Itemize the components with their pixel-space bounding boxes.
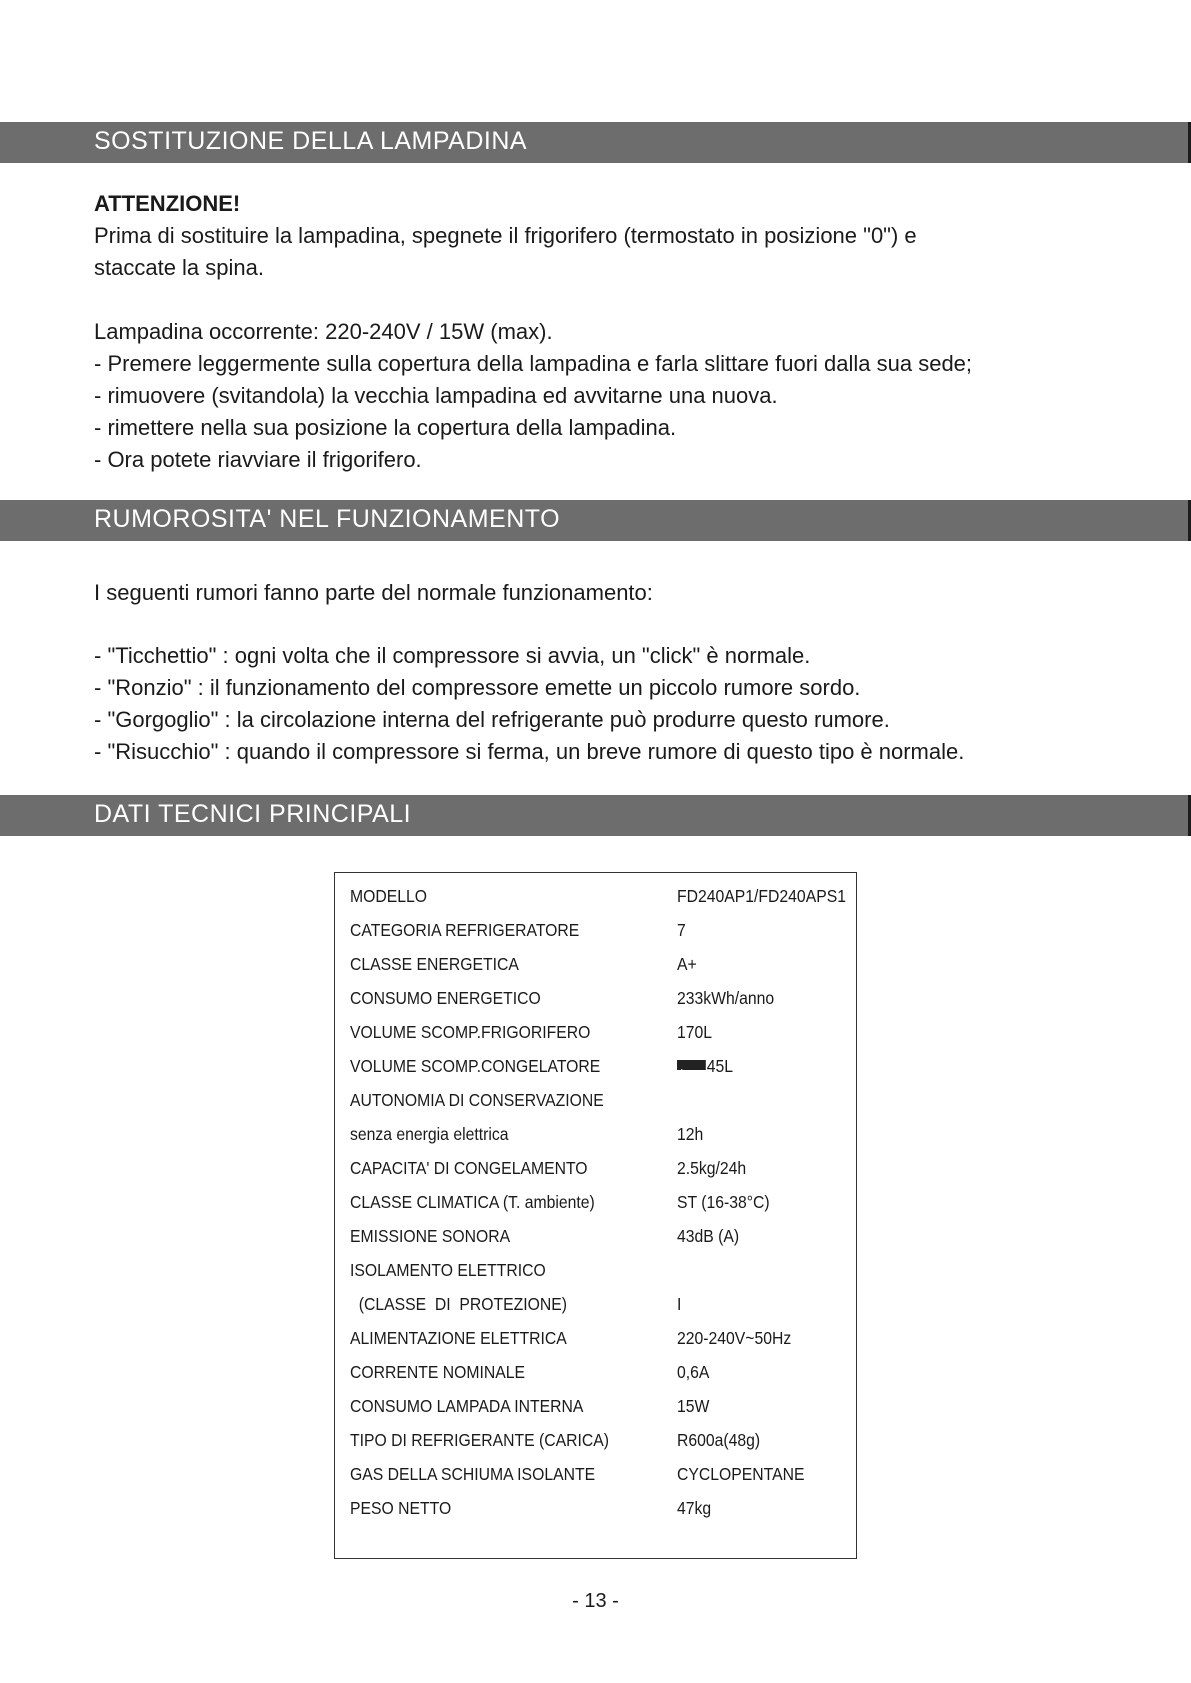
section-header-lamp-replacement — [0, 122, 1191, 163]
list-item: - "Risucchio" : quando il compressore si ferma, un breve rumore di questo tipo è normale. — [94, 739, 965, 764]
spec-value: 43dB (A) — [677, 1226, 740, 1246]
spec-row — [335, 1083, 856, 1117]
section-title: RUMOROSITA' NEL FUNZIONAMENTO — [94, 505, 561, 533]
paragraph-line: I seguenti rumori fanno parte del normale funzionamento: — [94, 580, 653, 605]
freezer-stars-icon — [677, 1060, 706, 1070]
section-title: DATI TECNICI PRINCIPALI — [94, 800, 412, 828]
lamp-replacement-text — [94, 188, 1104, 284]
spec-value: ST (16-38°C) — [677, 1192, 770, 1212]
noise-list — [94, 640, 1104, 768]
spec-row — [335, 1457, 856, 1491]
step-item: - rimettere nella sua posizione la copertura della lampadina. — [94, 415, 677, 440]
step-item: - Ora potete riavviare il frigorifero. — [94, 447, 422, 472]
spec-value: 47kg — [677, 1498, 712, 1518]
list-item: - "Ticchettio" : ogni volta che il compressore si avvia, un "click" è normale. — [94, 643, 811, 668]
spec-row — [335, 1253, 856, 1287]
spec-row — [335, 981, 856, 1015]
spec-value: 220-240V~50Hz — [677, 1328, 792, 1348]
spec-row — [335, 1321, 856, 1355]
spec-key: VOLUME SCOMP.CONGELATORE — [350, 1056, 601, 1076]
spec-value: 0,6A — [677, 1362, 710, 1382]
section-header-specs — [0, 795, 1191, 836]
list-item: - "Ronzio" : il funzionamento del compressore emette un piccolo rumore sordo. — [94, 675, 861, 700]
step-item: - rimuovere (svitandola) la vecchia lampadina ed avvitarne una nuova. — [94, 383, 778, 408]
spec-row — [335, 1049, 856, 1083]
section-header-noise — [0, 500, 1191, 541]
spec-key: AUTONOMIA DI CONSERVAZIONE — [350, 1090, 604, 1110]
spec-value: FD240AP1/FD240APS1 — [677, 886, 846, 906]
spec-key: MODELLO — [350, 886, 428, 906]
spec-row — [335, 1117, 856, 1151]
spec-table — [334, 872, 857, 1559]
paragraph-line: Prima di sostituire la lampadina, spegnete il frigorifero (termostato in posizione "0") e — [94, 223, 917, 248]
page-number: - 13 - — [572, 1590, 619, 1612]
spec-value: I — [677, 1294, 682, 1314]
spec-row — [335, 1287, 856, 1321]
spec-row — [335, 1423, 856, 1457]
spec-key: PESO NETTO — [350, 1498, 452, 1518]
spec-key: CORRENTE NOMINALE — [350, 1362, 526, 1382]
spec-value-with-icon — [677, 1049, 733, 1083]
spec-key: CAPACITA' DI CONGELAMENTO — [350, 1158, 588, 1178]
section-title: SOSTITUZIONE DELLA LAMPADINA — [94, 127, 528, 155]
spec-value: 7 — [677, 920, 686, 940]
spec-key: CONSUMO LAMPADA INTERNA — [350, 1396, 584, 1416]
lamp-replacement-steps — [94, 316, 1104, 476]
spec-value: 15W — [677, 1396, 710, 1416]
spec-value: 170L — [677, 1022, 713, 1042]
spec-value: CYCLOPENTANE — [677, 1464, 805, 1484]
warning-heading: ATTENZIONE! — [94, 191, 241, 216]
spec-key: CLASSE ENERGETICA — [350, 954, 519, 974]
spec-row — [335, 1015, 856, 1049]
spec-key: (CLASSE DI PROTEZIONE) — [350, 1294, 568, 1314]
spec-row — [335, 1219, 856, 1253]
spec-row — [335, 1185, 856, 1219]
spec-value: A+ — [677, 954, 697, 974]
spec-key: senza energia elettrica — [350, 1124, 509, 1144]
spec-row — [335, 913, 856, 947]
step-item: - Premere leggermente sulla copertura della lampadina e farla slittare fuori dalla sua sede; — [94, 351, 973, 376]
lamp-spec: Lampadina occorrente: 220-240V / 15W (max). — [94, 319, 553, 344]
spec-key: CLASSE CLIMATICA (T. ambiente) — [350, 1192, 595, 1212]
spec-row — [335, 1355, 856, 1389]
spec-key: ISOLAMENTO ELETTRICO — [350, 1260, 546, 1280]
list-item: - "Gorgoglio" : la circolazione interna del refrigerante può produrre questo rumore. — [94, 707, 890, 732]
noise-intro — [94, 577, 1104, 609]
spec-value: R600a(48g) — [677, 1430, 761, 1450]
spec-value: 233kWh/anno — [677, 988, 775, 1008]
paragraph-line: staccate la spina. — [94, 255, 264, 280]
spec-value: 45L — [706, 1056, 733, 1076]
spec-row — [335, 879, 856, 913]
spec-key: CONSUMO ENERGETICO — [350, 988, 541, 1008]
spec-value: 2.5kg/24h — [677, 1158, 747, 1178]
spec-row — [335, 947, 856, 981]
spec-row — [335, 1491, 856, 1525]
spec-key: VOLUME SCOMP.FRIGORIFERO — [350, 1022, 591, 1042]
spec-key: CATEGORIA REFRIGERATORE — [350, 920, 580, 940]
spec-row — [335, 1389, 856, 1423]
spec-key: TIPO DI REFRIGERANTE (CARICA) — [350, 1430, 610, 1450]
spec-key: EMISSIONE SONORA — [350, 1226, 511, 1246]
spec-value: 12h — [677, 1124, 704, 1144]
spec-key: GAS DELLA SCHIUMA ISOLANTE — [350, 1464, 596, 1484]
spec-row — [335, 1151, 856, 1185]
spec-key: ALIMENTAZIONE ELETTRICA — [350, 1328, 567, 1348]
